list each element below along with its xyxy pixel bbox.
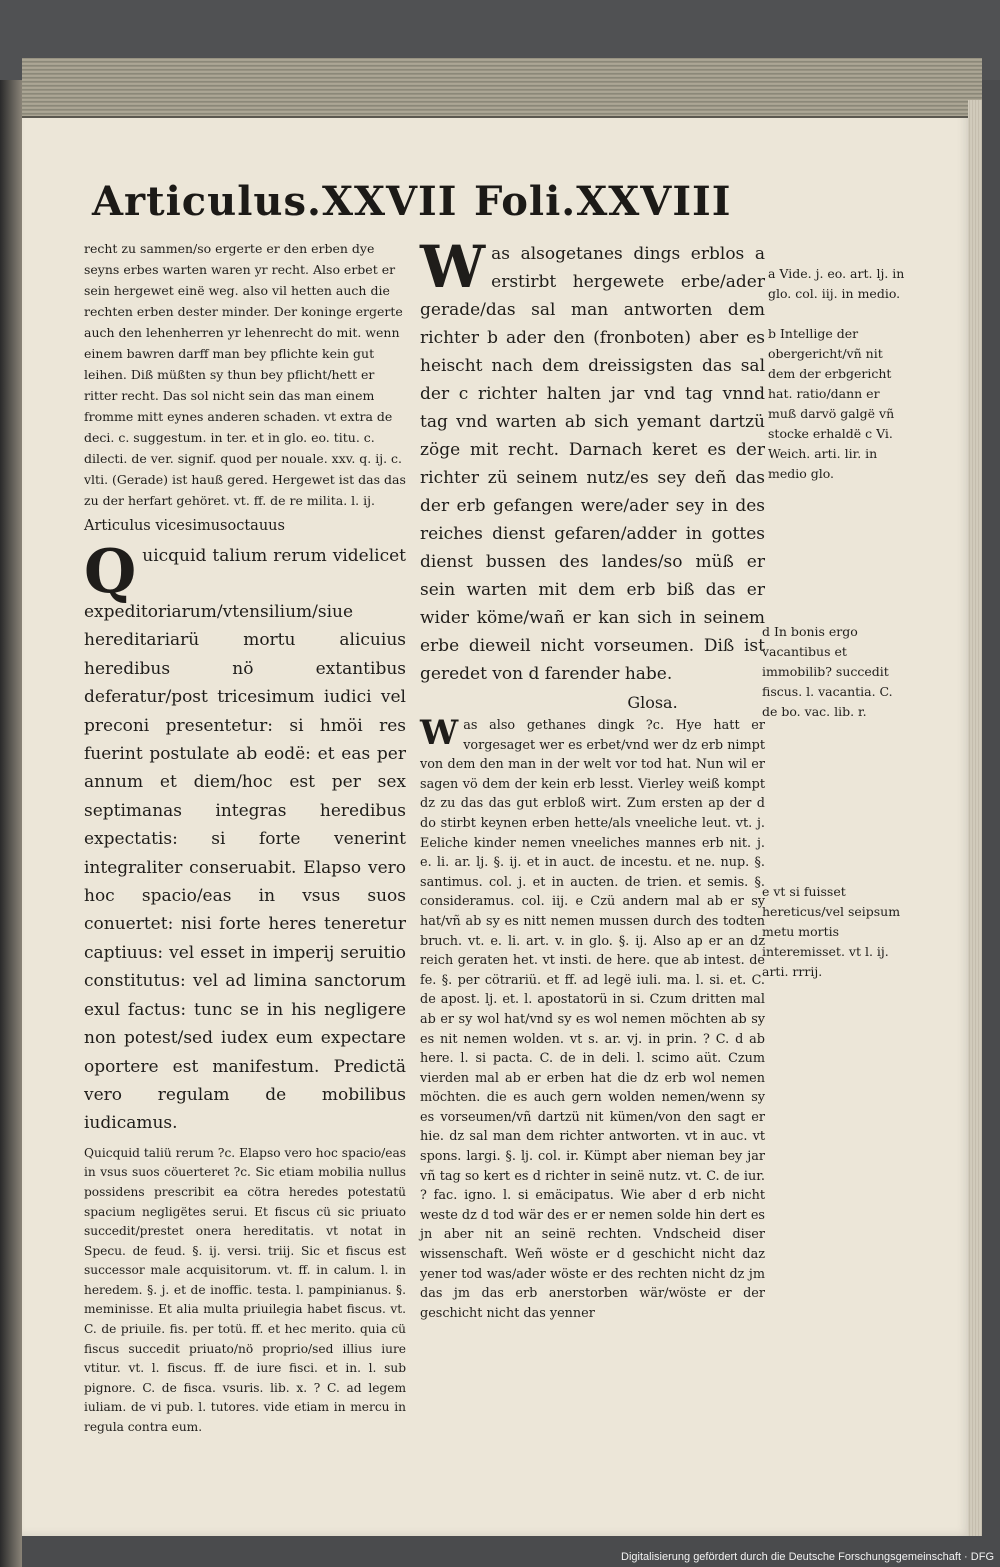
german-gloss-text: Was also gethanes dingk ?c. Hye hatt er vorgesaget wer es erbet/vnd wer dz erb nimpt von dem den man in der welt vor tod hat. Nun wil er sagen vö dem der kein erb lesst. Vierley weiß kompt dz zu das das gut erbloß wirt. Zum ersten ap der d do stirbt keynen erben hette/als vneeliche leut. vt. j. Eeliche kinder nemen vneeliches mannes erb nit. j. e. li. ar. lj. §. ij. et in auct. de incestu. et ne. nup. §. santimus. col. j. et in aucten. de trien. et semis. §. consideramus. col. iij. e Czü andern mal ab er sy hat/vñ ab sy es nitt nemen mussen durch des todten bruch. vt. e. li. art. v. in glo. §. ij. Also ap er an dz reich geraten het. vt insti. de here. que ab intest. de fe. §. per cötrariü. et ff. ad legë iuli. ma. l. si. et. C. de apost. lj. et. l. apostatorü in si. Czum dritten mal ab er sy wol hat/vnd sy es wol nemen möchten ab sy es nit nemen wolden. vt s. ar. vj. in prin. ? C. d ab here. l. si pacta. C. de in deli. l. scimo aüt. Czum vierden mal ab er erben hat die dz erb wol nemen möchten. die es auch gern wolden nemen/wenn sy es vorseumen/vñ dartzü nit kümen/von den sagt er hie. dz sal man dem richter antworten. vt in auc. vt spons. largi. §. lj. col. ir. Kümpt aber nieman bey jar vñ tag so kert es d richter in seinë nutz. vt. C. de iur. ? fac. igno. l. si emäcipatus. Wie aber d erb nicht weste dz d tod wär des er er nemen solde hin dert es jn aber nit an seinë rechten. Vndscheid diser wissenschaft. Weñ wöste er d geschicht nicht daz yener tod was/ader wöste er des rechten nicht dz jm das jm das erb anerstorben wär/wöste er der geschicht nicht das yenner: [420, 713, 765, 1321]
digitization-credit: Digitalisierung gefördert durch die Deutsche Forschungsgemeinschaft · DFG: [621, 1551, 994, 1563]
left-column: [84, 238, 406, 1438]
running-head-left: Articulus.XXVII: [92, 178, 458, 225]
margin-note-e: e vt si fuisset hereticus/vel seipsum metu mortis interemisset. vt l. ij. arti. rrrij.: [762, 884, 901, 979]
left-continuation-text: recht zu sammen/so ergerte er den erben dye seyns erbes warten waren yr recht. Also erbet er sein hergewet einë weg. also vil hetten auch die rechten erben dester minder. Der koninge ergerte auch den lehenherren yr lehenrecht do mit. wenn einem bawren darff man bey pflichte kein gut leihen. Diß müßten sy thun bey pflicht/hett er ritter recht. Das sol nicht sein das man einem fromme mitt eynes anderen schaden. vt extra de deci. c. suggestum. in ter. et in glo. eo. titu. c. dilecti. de ver. signif. quod per nouale. xxv. q. ij. c. vlti. (Gerade) ist hauß gered. Hergewet ist das das zu der herfart gehöret. vt. ff. de re milita. l. ij.: [84, 241, 406, 508]
margin-note-d: d In bonis ergo vacantibus et immobilib? succedit fiscus. l. vacantia. C. de bo. vac. lib. r.: [762, 624, 893, 719]
german-article-text: Was alsogetanes dings erblos a erstirbt hergewete erbe/ader gerade/das sal man antworten dem richter b ader den (fronboten) aber es heischt nach dem dreissigsten das sal der c richter halten jar vnd tag vnnd tag vnd warten ab sich yemant dartzü zöge mit recht. Darnach keret es der richter zü seinem nutz/es sey deñ das der erb gefangen were/ader sey in des reiches dienst gefaren/adder in gottes dienst bussen des landes/so müß er sein warten mit dem erb biß das er wider köme/wañ er kan sich in seinem erbe dieweil nicht vorseumen. Diß ist geredet von d farender habe.: [420, 233, 765, 684]
margin-note-a: a Vide. j. eo. art. lj. in glo. col. iij. in medio.: [768, 266, 905, 301]
running-head-right: Foli.XXVIII: [474, 178, 732, 225]
glosa-heading: Glosa.: [627, 693, 678, 712]
middle-column: [420, 233, 765, 1323]
page-stack-top: [22, 58, 982, 118]
latin-gloss-text: Quicquid taliü rerum ?c. Elapso vero hoc spacio/eas in vsus suos cöuerteret ?c. Sic etiam mobilia nullus possidens prescribit ea cötra heredes potestatü spacium negligëtes serui. Et fiscus cü sic priuato succedit/prestet onera hereditatis. vt notat in Specu. de feud. §. ij. versi. triij. Sic et fiscus est successor male acquisitorum. vt. ff. in calum. l. in heredem. §. j. et de inoffic. testa. l. pampinianus. §. meminisse. Et alia multa priuilegia habet fiscus. vt. C. de priuile. fis. per totü. ff. et hec merito. quia cü fiscus succedit priuato/nö proprio/sed illius iure vtitur. vt. l. fiscus. ff. de iure fisci. et in. l. sub pignore. C. de fisca. vsuris. lib. x. ? C. ad legem iuliam. de vi pub. l. tutores. vide etiam in mercu in regula contra eum.: [84, 1145, 406, 1435]
page-fore-edge: [968, 100, 982, 1536]
latin-article-text: Quicquid talium rerum videlicet expeditoriarum/vtensilium/siue hereditariarü mortu alicuius heredibus nö extantibus deferatur/post tricesimum iudici vel preconi presentetur: si hmöi res fuerint postulate ab eodë: et eas per annum et diem/hoc est per sex septimanas integras heredibus expectatis: si forte venerint integraliter conseruabit. Elapso vero hoc spacio/eas in vsus suos conuertet: nisi forte heres teneretur captiuus: vel esset in imperij seruitio constitutus: vel ad limina sanctorum exul factus: tunc se in his negligere non potest/sed iudex eum expectare oportere est manifestum. Predictä vero regulam de mobilibus iudicamus.: [84, 537, 406, 1134]
facing-page-edge: [0, 80, 22, 1567]
article-heading: Articulus vicesimusoctauus: [84, 518, 285, 534]
margin-note-b: b Intellige der obergericht/vñ nit dem der erbgericht hat. ratio/dann er muß darvö galgë vñ stocke erhaldë c Vi. Weich. arti. lir. in medio glo.: [768, 326, 895, 481]
